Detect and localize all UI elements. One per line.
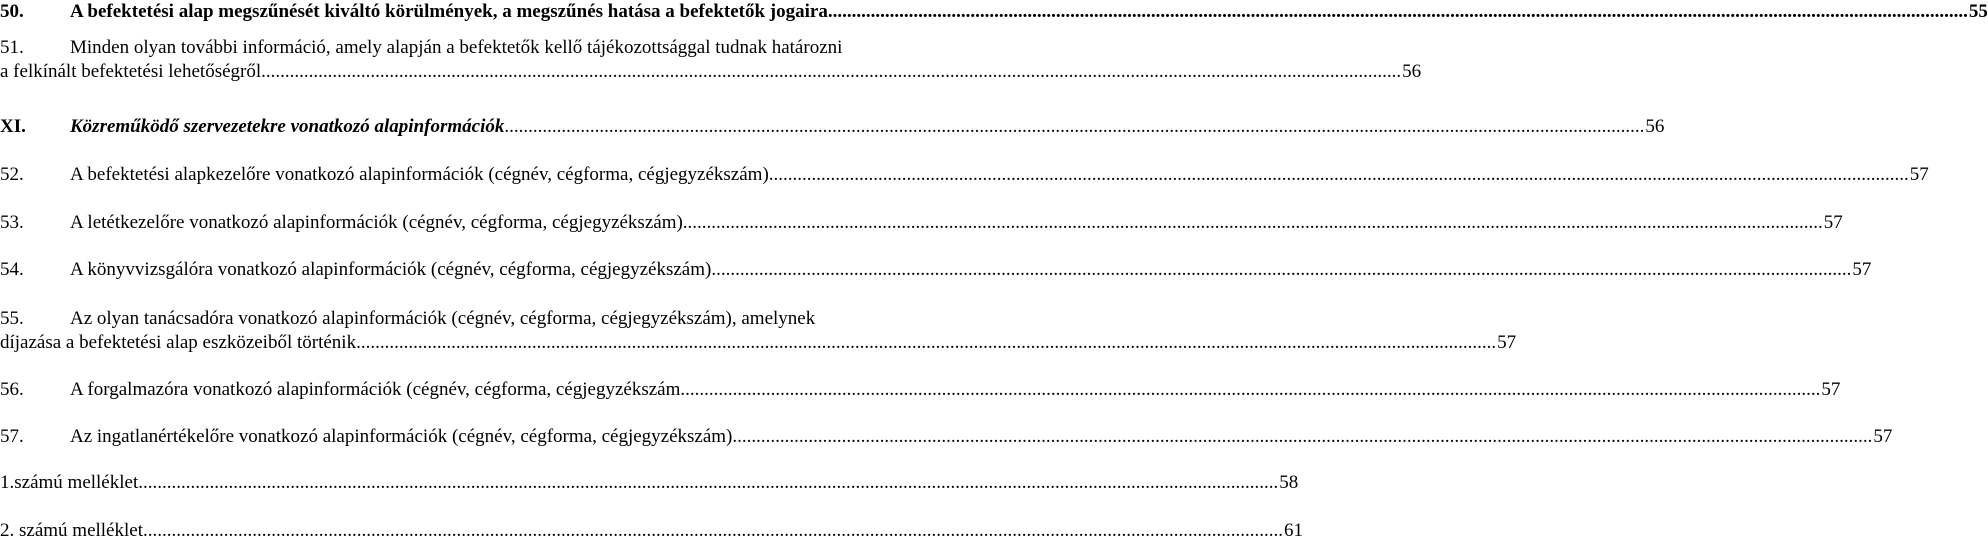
toc-entry-title: Közreműködő szervezetekre vonatkozó alapinformációk <box>70 116 505 137</box>
toc-entry-title: A befektetési alapkezelőre vonatkozó alapinformációk (cégnév, cégforma, cégjegyzékszám) <box>70 164 769 185</box>
toc-entry-number: XI. <box>0 116 26 137</box>
toc-entry-page: 57 <box>1497 332 1517 353</box>
toc-entry-number: 57. <box>0 426 24 447</box>
toc-entry-number: 56. <box>0 379 24 400</box>
toc-entry-title: A befektetési alap megszűnését kiváltó körülmények, a megszűnés hatása a befektetők jogaira <box>70 1 828 22</box>
toc-entry-title: Az ingatlanértékelőre vonatkozó alapinformációk (cégnév, cégforma, cégjegyzékszám) <box>70 426 733 447</box>
toc-entry-page: 57 <box>1873 426 1893 447</box>
toc-entry-page: 57 <box>1909 164 1929 185</box>
toc-entry-title: A letétkezelőre vonatkozó alapinformációk (cégnév, cégforma, cégjegyzékszám) <box>70 212 683 233</box>
toc-leader-dots <box>261 60 1401 84</box>
toc-entry-53[interactable] <box>0 211 1843 235</box>
toc-entry-55[interactable] <box>0 307 1517 355</box>
toc-entry-56[interactable] <box>0 378 1841 402</box>
toc-entry-annex-1[interactable] <box>0 471 1299 495</box>
toc-leader-dots <box>828 0 1968 24</box>
toc-leader-dots <box>683 211 1823 235</box>
toc-entry-page: 57 <box>1821 379 1841 400</box>
toc-entry-50[interactable] <box>0 0 1988 24</box>
toc-entry-54[interactable] <box>0 258 1872 282</box>
toc-leader-dots <box>143 519 1283 543</box>
toc-entry-page: 61 <box>1283 520 1303 541</box>
toc-entry-number: 54. <box>0 259 24 280</box>
toc-entry-title-line1: Minden olyan további információ, amely alapján a befektetők kellő tájékozottsággal tudnak határozni <box>70 37 843 58</box>
toc-entry-title: A könyvvizsgálóra vonatkozó alapinformációk (cégnév, cégforma, cégjegyzékszám) <box>70 259 712 280</box>
toc-leader-dots <box>504 115 1644 139</box>
toc-entry-number: 51. <box>0 37 24 58</box>
toc-entry-title: 1.számú melléklet <box>0 472 139 493</box>
toc-leader-dots <box>680 378 1820 402</box>
toc-entry-page: 58 <box>1279 472 1299 493</box>
toc-entry-number: 55. <box>0 308 24 329</box>
toc-entry-title-line1: Az olyan tanácsadóra vonatkozó alapinformációk (cégnév, cégforma, cégjegyzékszám), amelynek <box>70 308 816 329</box>
toc-entry-page: 57 <box>1852 259 1872 280</box>
toc-entry-xi[interactable] <box>0 115 1665 139</box>
toc-entry-number: 53. <box>0 212 24 233</box>
toc-leader-dots <box>711 258 1851 282</box>
toc-entry-page: 56 <box>1402 61 1422 82</box>
toc-leader-dots <box>138 471 1278 495</box>
toc-entry-title-line2: a felkínált befektetési lehetőségről <box>0 61 262 82</box>
toc-entry-title: 2. számú melléklet <box>0 520 143 541</box>
toc-entry-title: A forgalmazóra vonatkozó alapinformációk (cégnév, cégforma, cégjegyzékszám <box>70 379 681 400</box>
toc-entry-page: 56 <box>1645 116 1665 137</box>
toc-leader-dots <box>356 331 1496 355</box>
toc-entry-title-line2: díjazása a befektetési alap eszközeiből történik <box>0 332 357 353</box>
toc-entry-51[interactable] <box>0 36 1422 84</box>
toc-entry-page: 57 <box>1823 212 1843 233</box>
toc-entry-57[interactable] <box>0 425 1893 449</box>
toc-leader-dots <box>769 163 1909 187</box>
toc-entry-page: 55 <box>1968 1 1988 22</box>
toc-entry-52[interactable] <box>0 163 1929 187</box>
toc-entry-number: 52. <box>0 164 24 185</box>
toc-leader-dots <box>732 425 1872 449</box>
toc-entry-annex-2[interactable] <box>0 519 1303 543</box>
toc-entry-number: 50. <box>0 1 24 22</box>
